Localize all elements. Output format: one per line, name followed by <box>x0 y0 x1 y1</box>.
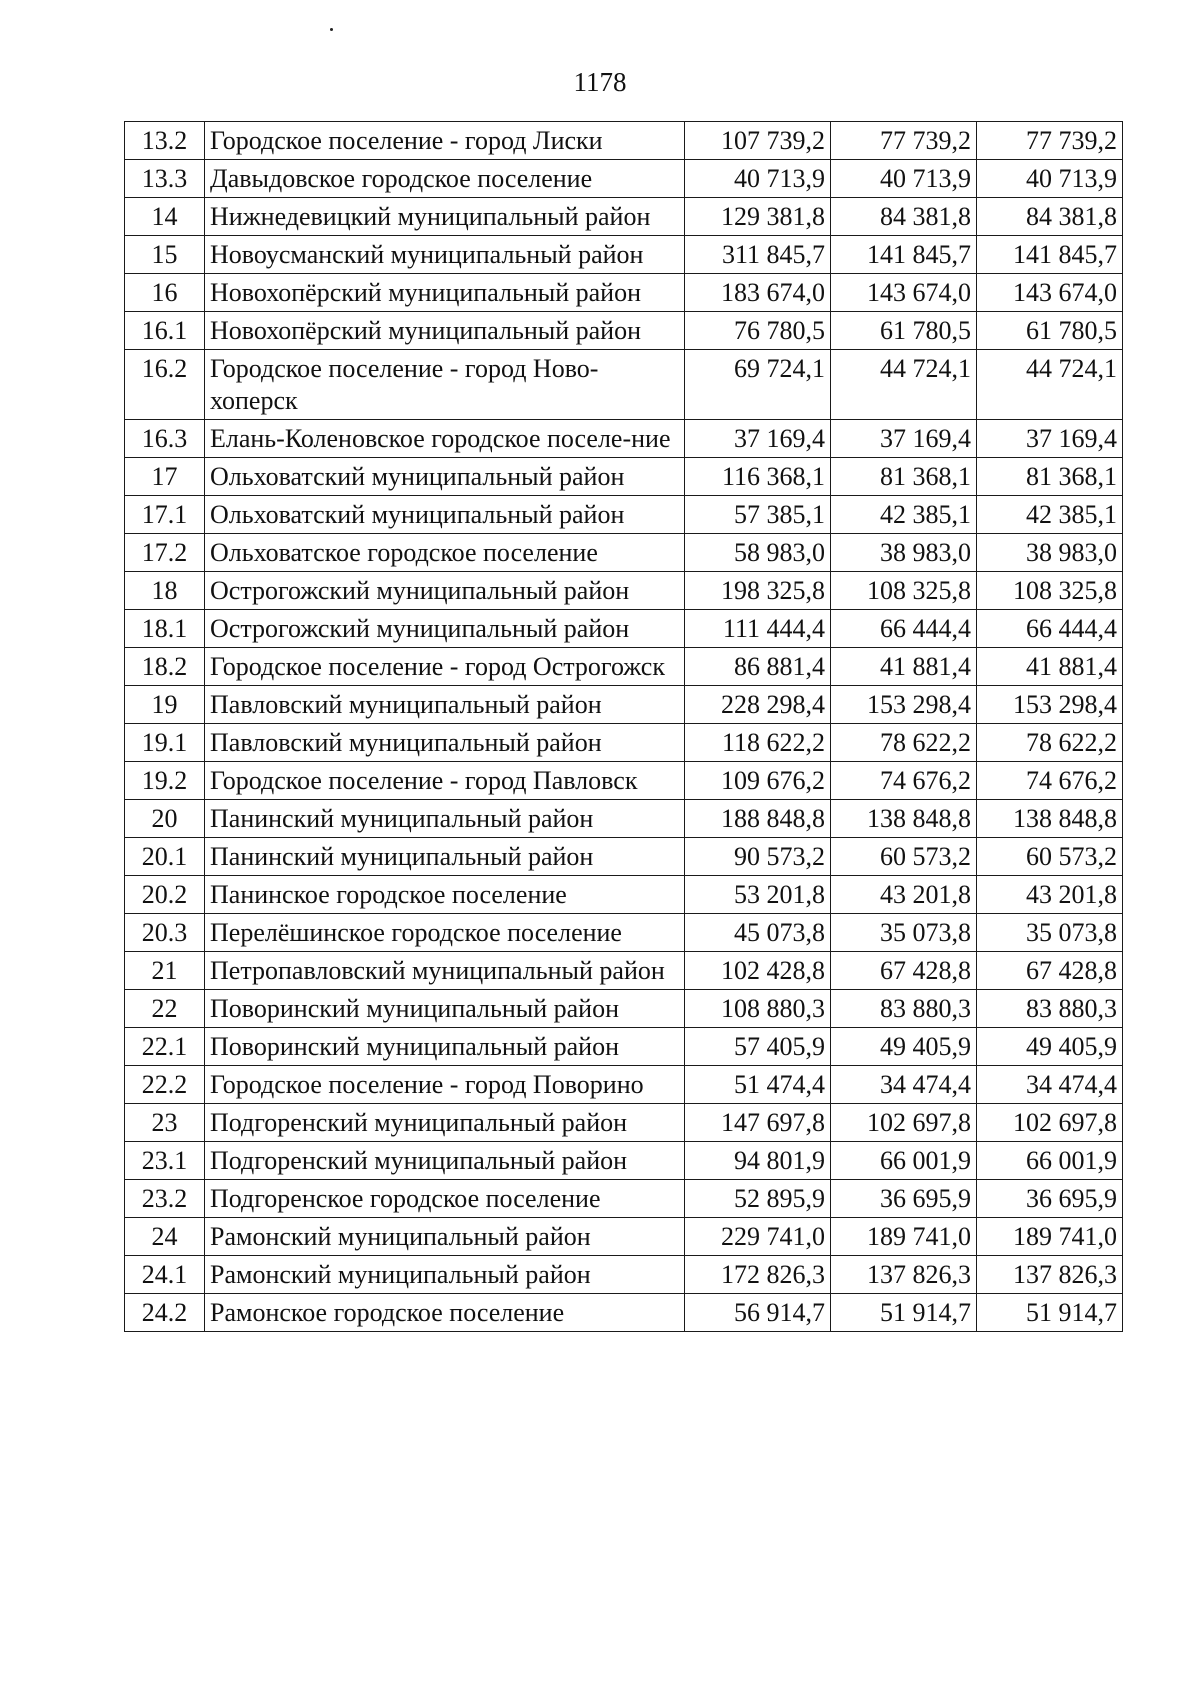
row-value-2-cell: 153 298,4 <box>831 686 977 724</box>
table-row <box>125 1028 1123 1066</box>
table-row <box>125 686 1123 724</box>
row-name-cell: Нижнедевицкий муниципальный район <box>205 198 685 236</box>
row-value-2-cell: 81 368,1 <box>831 458 977 496</box>
row-value-1-cell: 118 622,2 <box>685 724 831 762</box>
row-number-cell: 17 <box>125 458 205 496</box>
row-number-cell: 24.2 <box>125 1294 205 1332</box>
row-value-3-cell: 137 826,3 <box>977 1256 1123 1294</box>
row-value-1-cell: 172 826,3 <box>685 1256 831 1294</box>
row-value-3-cell: 143 674,0 <box>977 274 1123 312</box>
row-name-cell: Ольховатский муниципальный район <box>205 496 685 534</box>
row-value-1-cell: 183 674,0 <box>685 274 831 312</box>
row-name-cell: Ольховатское городское поселение <box>205 534 685 572</box>
table-row <box>125 458 1123 496</box>
row-value-1-cell: 228 298,4 <box>685 686 831 724</box>
table-row <box>125 1104 1123 1142</box>
budget-table <box>124 121 1123 1332</box>
row-value-2-cell: 83 880,3 <box>831 990 977 1028</box>
row-value-3-cell: 41 881,4 <box>977 648 1123 686</box>
row-name-cell: Острогожский муниципальный район <box>205 572 685 610</box>
row-value-1-cell: 102 428,8 <box>685 952 831 990</box>
row-value-2-cell: 67 428,8 <box>831 952 977 990</box>
table-row <box>125 648 1123 686</box>
row-value-1-cell: 45 073,8 <box>685 914 831 952</box>
row-value-2-cell: 137 826,3 <box>831 1256 977 1294</box>
row-number-cell: 13.3 <box>125 160 205 198</box>
row-value-2-cell: 49 405,9 <box>831 1028 977 1066</box>
row-value-1-cell: 111 444,4 <box>685 610 831 648</box>
table-row <box>125 990 1123 1028</box>
row-value-3-cell: 108 325,8 <box>977 572 1123 610</box>
row-name-cell: Перелёшинское городское поселение <box>205 914 685 952</box>
row-value-3-cell: 43 201,8 <box>977 876 1123 914</box>
row-value-3-cell: 61 780,5 <box>977 312 1123 350</box>
row-number-cell: 16 <box>125 274 205 312</box>
row-value-3-cell: 102 697,8 <box>977 1104 1123 1142</box>
row-name-cell: Панинский муниципальный район <box>205 800 685 838</box>
row-value-2-cell: 108 325,8 <box>831 572 977 610</box>
row-value-1-cell: 57 385,1 <box>685 496 831 534</box>
row-number-cell: 17.2 <box>125 534 205 572</box>
row-value-3-cell: 42 385,1 <box>977 496 1123 534</box>
row-number-cell: 22.1 <box>125 1028 205 1066</box>
scan-speck <box>330 28 333 31</box>
row-value-1-cell: 198 325,8 <box>685 572 831 610</box>
row-value-1-cell: 129 381,8 <box>685 198 831 236</box>
row-value-2-cell: 189 741,0 <box>831 1218 977 1256</box>
table-row <box>125 198 1123 236</box>
row-number-cell: 16.2 <box>125 350 205 420</box>
row-value-2-cell: 138 848,8 <box>831 800 977 838</box>
row-value-3-cell: 66 001,9 <box>977 1142 1123 1180</box>
row-number-cell: 21 <box>125 952 205 990</box>
row-name-cell: Панинский муниципальный район <box>205 838 685 876</box>
row-value-3-cell: 51 914,7 <box>977 1294 1123 1332</box>
row-name-cell: Городское поселение - город Ново-хоперск <box>205 350 685 420</box>
row-value-1-cell: 51 474,4 <box>685 1066 831 1104</box>
row-name-cell: Подгоренский муниципальный район <box>205 1104 685 1142</box>
table-row <box>125 274 1123 312</box>
table-row <box>125 800 1123 838</box>
table-body <box>125 122 1123 1332</box>
row-value-1-cell: 56 914,7 <box>685 1294 831 1332</box>
row-name-cell: Новохопёрский муниципальный район <box>205 312 685 350</box>
row-value-3-cell: 38 983,0 <box>977 534 1123 572</box>
table-row <box>125 534 1123 572</box>
row-value-1-cell: 188 848,8 <box>685 800 831 838</box>
row-number-cell: 18.2 <box>125 648 205 686</box>
row-value-3-cell: 40 713,9 <box>977 160 1123 198</box>
table-row <box>125 420 1123 458</box>
row-name-cell: Поворинский муниципальный район <box>205 1028 685 1066</box>
row-value-1-cell: 116 368,1 <box>685 458 831 496</box>
row-name-cell: Рамонское городское поселение <box>205 1294 685 1332</box>
row-value-2-cell: 37 169,4 <box>831 420 977 458</box>
row-value-2-cell: 44 724,1 <box>831 350 977 420</box>
table-row <box>125 1294 1123 1332</box>
row-name-cell: Рамонский муниципальный район <box>205 1218 685 1256</box>
row-number-cell: 17.1 <box>125 496 205 534</box>
row-name-cell: Подгоренское городское поселение <box>205 1180 685 1218</box>
row-value-3-cell: 153 298,4 <box>977 686 1123 724</box>
row-name-cell: Городское поселение - город Лиски <box>205 122 685 160</box>
row-name-cell: Поворинский муниципальный район <box>205 990 685 1028</box>
row-number-cell: 20.3 <box>125 914 205 952</box>
row-value-3-cell: 74 676,2 <box>977 762 1123 800</box>
row-value-3-cell: 77 739,2 <box>977 122 1123 160</box>
row-value-3-cell: 37 169,4 <box>977 420 1123 458</box>
table-row <box>125 236 1123 274</box>
row-value-1-cell: 52 895,9 <box>685 1180 831 1218</box>
row-number-cell: 20 <box>125 800 205 838</box>
row-number-cell: 16.3 <box>125 420 205 458</box>
table-row <box>125 762 1123 800</box>
row-name-cell: Елань-Коленовское городское поселе-ние <box>205 420 685 458</box>
row-value-1-cell: 57 405,9 <box>685 1028 831 1066</box>
row-number-cell: 16.1 <box>125 312 205 350</box>
row-value-2-cell: 74 676,2 <box>831 762 977 800</box>
row-value-3-cell: 36 695,9 <box>977 1180 1123 1218</box>
row-value-3-cell: 34 474,4 <box>977 1066 1123 1104</box>
row-value-2-cell: 78 622,2 <box>831 724 977 762</box>
row-value-2-cell: 143 674,0 <box>831 274 977 312</box>
row-value-2-cell: 61 780,5 <box>831 312 977 350</box>
table-row <box>125 572 1123 610</box>
row-name-cell: Павловский муниципальный район <box>205 724 685 762</box>
row-value-1-cell: 311 845,7 <box>685 236 831 274</box>
row-name-cell: Городское поселение - город Павловск <box>205 762 685 800</box>
row-value-2-cell: 141 845,7 <box>831 236 977 274</box>
row-value-1-cell: 69 724,1 <box>685 350 831 420</box>
row-value-3-cell: 67 428,8 <box>977 952 1123 990</box>
row-value-2-cell: 51 914,7 <box>831 1294 977 1332</box>
row-value-3-cell: 83 880,3 <box>977 990 1123 1028</box>
row-name-cell: Петропавловский муниципальный район <box>205 952 685 990</box>
row-value-3-cell: 66 444,4 <box>977 610 1123 648</box>
row-number-cell: 23.2 <box>125 1180 205 1218</box>
table-row <box>125 350 1123 420</box>
row-value-2-cell: 36 695,9 <box>831 1180 977 1218</box>
row-name-cell: Давыдовское городское поселение <box>205 160 685 198</box>
row-name-cell: Острогожский муниципальный район <box>205 610 685 648</box>
row-number-cell: 22 <box>125 990 205 1028</box>
table-row <box>125 610 1123 648</box>
row-value-3-cell: 60 573,2 <box>977 838 1123 876</box>
row-number-cell: 23 <box>125 1104 205 1142</box>
row-number-cell: 24 <box>125 1218 205 1256</box>
row-value-1-cell: 90 573,2 <box>685 838 831 876</box>
row-name-cell: Городское поселение - город Острогожск <box>205 648 685 686</box>
row-value-2-cell: 66 444,4 <box>831 610 977 648</box>
row-value-1-cell: 86 881,4 <box>685 648 831 686</box>
table-row <box>125 838 1123 876</box>
table-row <box>125 1256 1123 1294</box>
row-value-3-cell: 35 073,8 <box>977 914 1123 952</box>
row-value-3-cell: 78 622,2 <box>977 724 1123 762</box>
row-name-cell: Ольховатский муниципальный район <box>205 458 685 496</box>
row-number-cell: 13.2 <box>125 122 205 160</box>
row-number-cell: 20.1 <box>125 838 205 876</box>
row-number-cell: 15 <box>125 236 205 274</box>
row-value-1-cell: 109 676,2 <box>685 762 831 800</box>
row-number-cell: 19.2 <box>125 762 205 800</box>
row-value-1-cell: 58 983,0 <box>685 534 831 572</box>
row-value-3-cell: 138 848,8 <box>977 800 1123 838</box>
row-value-3-cell: 189 741,0 <box>977 1218 1123 1256</box>
row-name-cell: Городское поселение - город Поворино <box>205 1066 685 1104</box>
row-value-1-cell: 40 713,9 <box>685 160 831 198</box>
row-number-cell: 24.1 <box>125 1256 205 1294</box>
table-row <box>125 952 1123 990</box>
row-number-cell: 23.1 <box>125 1142 205 1180</box>
row-value-2-cell: 43 201,8 <box>831 876 977 914</box>
row-value-2-cell: 84 381,8 <box>831 198 977 236</box>
row-name-cell: Подгоренский муниципальный район <box>205 1142 685 1180</box>
row-value-2-cell: 34 474,4 <box>831 1066 977 1104</box>
table-row <box>125 496 1123 534</box>
row-value-2-cell: 77 739,2 <box>831 122 977 160</box>
table-row <box>125 876 1123 914</box>
row-number-cell: 18 <box>125 572 205 610</box>
row-number-cell: 19.1 <box>125 724 205 762</box>
table-row <box>125 1180 1123 1218</box>
row-value-1-cell: 108 880,3 <box>685 990 831 1028</box>
row-value-1-cell: 229 741,0 <box>685 1218 831 1256</box>
table-row <box>125 122 1123 160</box>
row-number-cell: 18.1 <box>125 610 205 648</box>
row-value-2-cell: 38 983,0 <box>831 534 977 572</box>
page-number: 1178 <box>573 67 627 97</box>
row-value-2-cell: 35 073,8 <box>831 914 977 952</box>
row-value-2-cell: 102 697,8 <box>831 1104 977 1142</box>
row-value-2-cell: 66 001,9 <box>831 1142 977 1180</box>
table-row <box>125 1218 1123 1256</box>
row-value-3-cell: 44 724,1 <box>977 350 1123 420</box>
row-number-cell: 22.2 <box>125 1066 205 1104</box>
table-row <box>125 914 1123 952</box>
row-number-cell: 20.2 <box>125 876 205 914</box>
table-row <box>125 160 1123 198</box>
row-value-1-cell: 147 697,8 <box>685 1104 831 1142</box>
table-row <box>125 1066 1123 1104</box>
row-name-cell: Павловский муниципальный район <box>205 686 685 724</box>
row-name-cell: Новохопёрский муниципальный район <box>205 274 685 312</box>
row-value-2-cell: 40 713,9 <box>831 160 977 198</box>
row-name-cell: Рамонский муниципальный район <box>205 1256 685 1294</box>
table-row <box>125 1142 1123 1180</box>
row-value-2-cell: 60 573,2 <box>831 838 977 876</box>
row-value-3-cell: 81 368,1 <box>977 458 1123 496</box>
row-value-1-cell: 94 801,9 <box>685 1142 831 1180</box>
row-value-2-cell: 41 881,4 <box>831 648 977 686</box>
row-number-cell: 14 <box>125 198 205 236</box>
row-value-3-cell: 49 405,9 <box>977 1028 1123 1066</box>
row-value-3-cell: 141 845,7 <box>977 236 1123 274</box>
row-value-3-cell: 84 381,8 <box>977 198 1123 236</box>
row-value-1-cell: 53 201,8 <box>685 876 831 914</box>
row-number-cell: 19 <box>125 686 205 724</box>
row-name-cell: Новоусманский муниципальный район <box>205 236 685 274</box>
row-name-cell: Панинское городское поселение <box>205 876 685 914</box>
row-value-2-cell: 42 385,1 <box>831 496 977 534</box>
row-value-1-cell: 107 739,2 <box>685 122 831 160</box>
table-row <box>125 724 1123 762</box>
row-value-1-cell: 37 169,4 <box>685 420 831 458</box>
table-row <box>125 312 1123 350</box>
row-value-1-cell: 76 780,5 <box>685 312 831 350</box>
